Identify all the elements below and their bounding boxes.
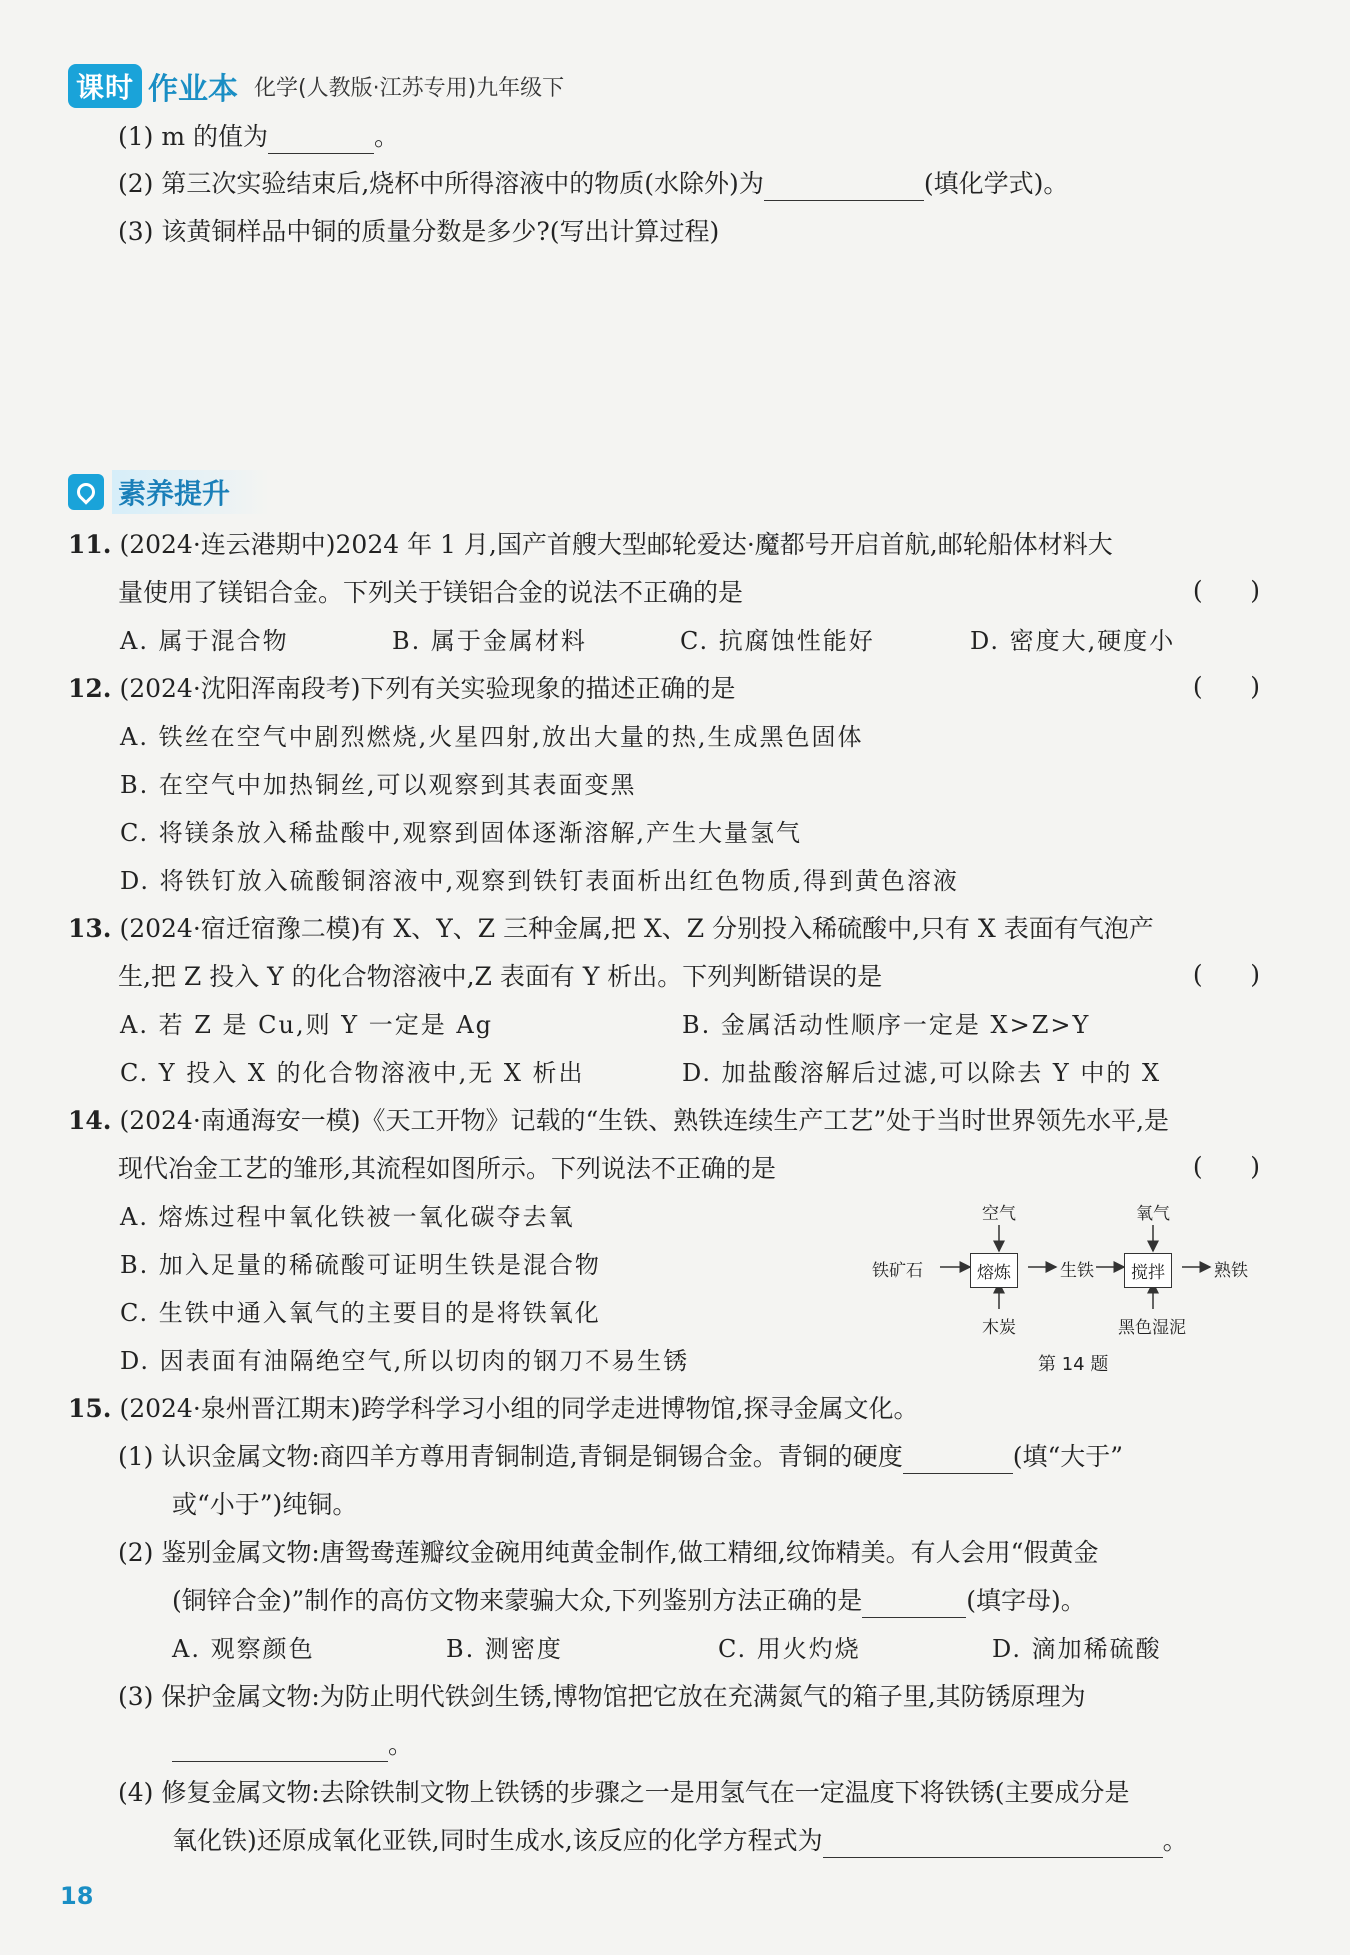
question-13-line-2	[118, 960, 882, 994]
option-b[interactable]: B. 加入足量的稀硫酸可证明生铁是混合物	[120, 1251, 601, 1279]
question-12-line-1	[68, 672, 736, 706]
flow-box-stir: 搅拌	[1124, 1253, 1172, 1288]
question-text: 。	[388, 1730, 414, 1759]
option-c[interactable]: C. 抗腐蚀性能好	[680, 627, 875, 655]
question-text: (3) 该黄铜样品中铜的质量分数是多少?(写出计算过程)	[118, 217, 720, 246]
question-15-part-1-cont	[172, 1488, 357, 1522]
question-text: 。	[1162, 1826, 1188, 1855]
question-number: 14.	[68, 1106, 112, 1135]
answer-blank[interactable]	[823, 1829, 1163, 1858]
question-15-part-2	[118, 1536, 1098, 1570]
option-c[interactable]: C. 生铁中通入氧气的主要目的是将铁氧化	[120, 1299, 601, 1327]
option-b[interactable]: B. 在空气中加热铜丝,可以观察到其表面变黑	[120, 771, 637, 799]
answer-blank[interactable]	[903, 1445, 1013, 1474]
question-text: (填字母)。	[966, 1586, 1086, 1615]
question-text: 量使用了镁铝合金。下列关于镁铝合金的说法不正确的是	[118, 578, 744, 607]
question-text: 。	[374, 122, 400, 151]
question-text: 或“小于”)纯铜。	[172, 1490, 358, 1519]
top-question-3	[118, 215, 719, 249]
question-15-part-2-cont	[172, 1584, 1086, 1618]
answer-blank[interactable]	[862, 1589, 966, 1618]
option-c[interactable]: C. 用火灼烧	[718, 1635, 861, 1663]
question-number: 11.	[68, 530, 112, 559]
question-text: 生,把 Z 投入 Y 的化合物溶液中,Z 表面有 Y 析出。下列判断错误的是	[118, 962, 883, 991]
question-14-line-1	[68, 1104, 1169, 1138]
question-14-line-2	[118, 1152, 776, 1186]
flow-label-charcoal: 木炭	[982, 1318, 1016, 1338]
option-a[interactable]: A. 熔炼过程中氧化铁被一氧化碳夺去氧	[120, 1203, 575, 1231]
answer-blank[interactable]	[172, 1733, 388, 1762]
question-15-part-4	[118, 1776, 1130, 1810]
option-d[interactable]: D. 加盐酸溶解后过滤,可以除去 Y 中的 X	[682, 1059, 1162, 1087]
flow-label-air: 空气	[982, 1204, 1016, 1224]
option-d[interactable]: D. 滴加稀硫酸	[992, 1635, 1162, 1663]
option-a[interactable]: A. 观察颜色	[172, 1635, 315, 1663]
question-text: (4) 修复金属文物:去除铁制文物上铁锈的步骤之一是用氢气在一定温度下将铁锈(主要成分是	[118, 1778, 1130, 1807]
section-header	[68, 470, 270, 514]
logo-text: 作业本	[148, 72, 239, 107]
question-text: (2024·连云港期中)2024 年 1 月,国产首艘大型邮轮爱达·魔都号开启首航,邮轮船体材料大	[119, 530, 1113, 559]
question-15-line-1	[68, 1392, 918, 1426]
option-c[interactable]: C. 将镁条放入稀盐酸中,观察到固体逐渐溶解,产生大量氢气	[120, 819, 803, 847]
question-text: (1) m 的值为	[118, 122, 269, 151]
option-a[interactable]: A. 铁丝在空气中剧烈燃烧,火星四射,放出大量的热,生成黑色固体	[120, 723, 864, 751]
flow-label-pig-iron: 生铁	[1060, 1261, 1094, 1281]
flow-label-wrought-iron: 熟铁	[1214, 1261, 1248, 1281]
option-b[interactable]: B. 属于金属材料	[392, 627, 587, 655]
figure-caption: 第 14 题	[1038, 1354, 1109, 1375]
question-text: (填化学式)。	[923, 169, 1069, 198]
answer-bracket[interactable]: ( )	[1192, 1152, 1260, 1181]
section-title: 素养提升	[112, 470, 270, 514]
question-text: (2) 第三次实验结束后,烧杯中所得溶液中的物质(水除外)为	[118, 169, 764, 198]
question-text: (2024·泉州晋江期末)跨学科学习小组的同学走进博物馆,探寻金属文化。	[119, 1394, 919, 1423]
flow-box-smelt: 熔炼	[970, 1253, 1018, 1288]
question-text: (3) 保护金属文物:为防止明代铁剑生锈,博物馆把它放在充满氮气的箱子里,其防锈原理为	[118, 1682, 1086, 1711]
top-question-1	[118, 120, 399, 154]
top-question-2	[118, 167, 1068, 201]
question-15-part-3	[118, 1680, 1086, 1714]
logo	[68, 64, 238, 108]
question-text: 氧化铁)还原成氧化亚铁,同时生成水,该反应的化学方程式为	[172, 1826, 823, 1855]
question-text: (2024·宿迁宿豫二模)有 X、Y、Z 三种金属,把 X、Z 分别投入稀硫酸中,只有 X 表面有气泡产	[119, 914, 1154, 943]
option-b[interactable]: B. 测密度	[446, 1635, 563, 1663]
page-number: 18	[60, 1882, 94, 1910]
question-15-part-4-cont	[172, 1824, 1188, 1858]
question-number: 15.	[68, 1394, 112, 1423]
question-text: (填“大于”	[1012, 1442, 1124, 1471]
rocket-icon	[68, 474, 104, 510]
option-a[interactable]: A. 若 Z 是 Cu,则 Y 一定是 Ag	[120, 1011, 494, 1039]
question-15-part-1	[118, 1440, 1123, 1474]
answer-bracket[interactable]: ( )	[1192, 576, 1260, 605]
question-text: (2024·南通海安一模)《天工开物》记载的“生铁、熟铁连续生产工艺”处于当时世界领先水平,是	[119, 1106, 1170, 1135]
option-b[interactable]: B. 金属活动性顺序一定是 X>Z>Y	[682, 1011, 1091, 1039]
option-d[interactable]: D. 因表面有油隔绝空气,所以切肉的钢刀不易生锈	[120, 1347, 690, 1375]
question-11-line-2	[118, 576, 743, 610]
flow-label-oxygen: 氧气	[1136, 1204, 1170, 1224]
question-11-line-1	[68, 528, 1113, 562]
option-c[interactable]: C. Y 投入 X 的化合物溶液中,无 X 析出	[120, 1059, 585, 1087]
page-header	[68, 64, 564, 108]
flow-label-ore: 铁矿石	[872, 1261, 923, 1281]
answer-blank[interactable]	[764, 172, 924, 201]
question-15-part-3-cont	[172, 1728, 413, 1762]
answer-bracket[interactable]: ( )	[1192, 672, 1260, 701]
question-text: (2024·沈阳浑南段考)下列有关实验现象的描述正确的是	[119, 674, 736, 703]
question-text: (铜锌合金)”制作的高仿文物来蒙骗大众,下列鉴别方法正确的是	[172, 1586, 863, 1615]
question-13-line-1	[68, 912, 1154, 946]
answer-bracket[interactable]: ( )	[1192, 960, 1260, 989]
question-text: 现代冶金工艺的雏形,其流程如图所示。下列说法不正确的是	[118, 1154, 776, 1183]
question-number: 12.	[68, 674, 112, 703]
option-d[interactable]: D. 密度大,硬度小	[970, 627, 1176, 655]
option-a[interactable]: A. 属于混合物	[120, 627, 289, 655]
answer-blank[interactable]	[268, 125, 374, 154]
question-text: (2) 鉴别金属文物:唐鸳鸯莲瓣纹金碗用纯黄金制作,做工精细,纹饰精美。有人会用“假黄金	[118, 1538, 1099, 1567]
option-d[interactable]: D. 将铁钉放入硫酸铜溶液中,观察到铁钉表面析出红色物质,得到黄色溶液	[120, 867, 959, 895]
subject-label: 化学(人教版·江苏专用)九年级下	[254, 75, 565, 101]
logo-badge: 课时	[68, 64, 142, 108]
question-text: (1) 认识金属文物:商四羊方尊用青铜制造,青铜是铜锡合金。青铜的硬度	[118, 1442, 903, 1471]
flow-label-black-mud: 黑色湿泥	[1118, 1318, 1186, 1338]
question-number: 13.	[68, 914, 112, 943]
